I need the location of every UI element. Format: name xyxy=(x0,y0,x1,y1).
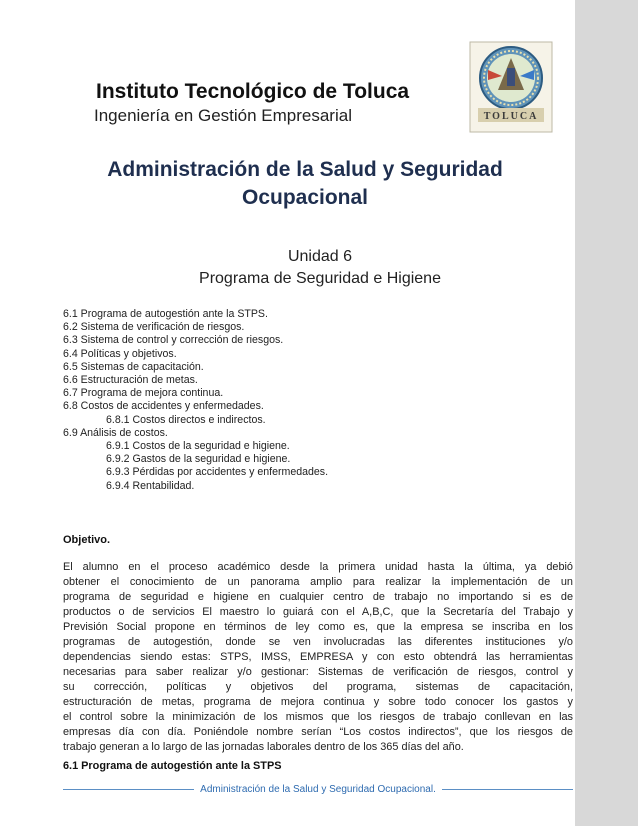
paragraph-line: El alumno en el proceso académico desde la primera unidad hasta la última, ya debió xyxy=(63,561,573,573)
toc-item: 6.2 Sistema de verificación de riesgos. xyxy=(63,321,245,334)
section-heading: 6.1 Programa de autogestión ante la STPS xyxy=(63,760,282,772)
toc-item: 6.3 Sistema de control y corrección de riesgos. xyxy=(63,334,284,347)
paragraph-line: productos o de servicios El maestro lo guiará con el A,B,C, que la Secretaría del Trabajo y xyxy=(63,606,573,618)
toc-item: 6.4 Políticas y objetivos. xyxy=(63,347,177,360)
toc-item: 6.5 Sistemas de capacitación. xyxy=(63,360,204,373)
paragraph-line: empresas día con día. Poniéndole nombre serían “Los costos indirectos”, que los riesgos de xyxy=(63,726,573,738)
page-margin-sidebar xyxy=(575,0,638,826)
paragraph-line: programas de autogestión, donde se ven involucradas las diferentes instituciones y/o xyxy=(63,636,573,648)
logo-text: TOLUCA xyxy=(483,111,539,122)
paragraph-line: Previsión Social propone en términos de ley como es, que la empresa se inscriba en los xyxy=(63,621,573,633)
toc-item: 6.8 Costos de accidentes y enfermedades. xyxy=(63,400,264,413)
title-line-2: Ocupacional xyxy=(241,186,369,209)
toc-item: 6.1 Programa de autogestión ante la STPS. xyxy=(63,308,268,320)
paragraph-line: su corrección, políticas y objetivos del programa, sistemas de capacitación, xyxy=(63,681,573,693)
institution-title: Instituto Tecnológico de Toluca xyxy=(96,80,410,103)
paragraph-line: dependencias siendo estas: STPS, IMSS, EMPRESA y con esto obtendrá las herramientas xyxy=(63,651,573,663)
toc-item: 6.7 Programa de mejora continua. xyxy=(63,387,224,400)
unit-heading xyxy=(120,246,520,290)
objective-heading: Objetivo. xyxy=(63,534,111,546)
unit-number: Unidad 6 xyxy=(287,248,353,265)
footer-rule-right xyxy=(442,789,573,790)
toc-item: 6.9.4 Rentabilidad. xyxy=(106,479,195,492)
toc-item: 6.9.1 Costos de la seguridad e higiene. xyxy=(106,440,290,453)
table-of-contents xyxy=(63,308,328,493)
toc-item: 6.6 Estructuración de metas. xyxy=(63,374,198,387)
footer-text: Administración de la Salud y Seguridad Ocupacional. xyxy=(200,783,436,795)
objective-paragraph xyxy=(63,560,573,755)
paragraph-line: estructuración de metas, programa de mejora continua y sobre todo conocer los gastos y xyxy=(63,696,573,708)
paragraph-line: programa de seguridad e higiene en cualquier centro de trabajo no importando si es de xyxy=(63,591,573,603)
institution-logo xyxy=(468,40,554,134)
paragraph-line: el control sobre la minimización de los mismos que los riesgos de trabajo conllevan en las xyxy=(63,711,573,723)
toc-item: 6.8.1 Costos directos e indirectos. xyxy=(106,413,266,426)
toc-item: 6.9.2 Gastos de la seguridad e higiene. xyxy=(106,453,291,466)
paragraph-line: obtener el conocimiento de un panorama amplio para realizar la implementación de un xyxy=(63,576,573,588)
document-title xyxy=(70,156,540,212)
program-subtitle: Ingeniería en Gestión Empresarial xyxy=(94,106,352,125)
toc-item: 6.9.3 Pérdidas por accidentes y enfermedades. xyxy=(106,466,329,479)
unit-name: Programa de Seguridad e Higiene xyxy=(199,270,441,287)
toc-item: 6.9 Análisis de costos. xyxy=(63,426,168,439)
paragraph-line: trabajo generan a lo largo de las jornadas laborales dentro de los 365 días del año. xyxy=(63,741,464,753)
page-footer xyxy=(63,781,573,797)
title-line-1: Administración de la Salud y Seguridad xyxy=(107,158,503,181)
footer-rule-left xyxy=(63,789,194,790)
paragraph-line: necesarias para saber realizar y/o gestionar: Sistemas de verificación de riesgos, control y xyxy=(63,666,573,678)
